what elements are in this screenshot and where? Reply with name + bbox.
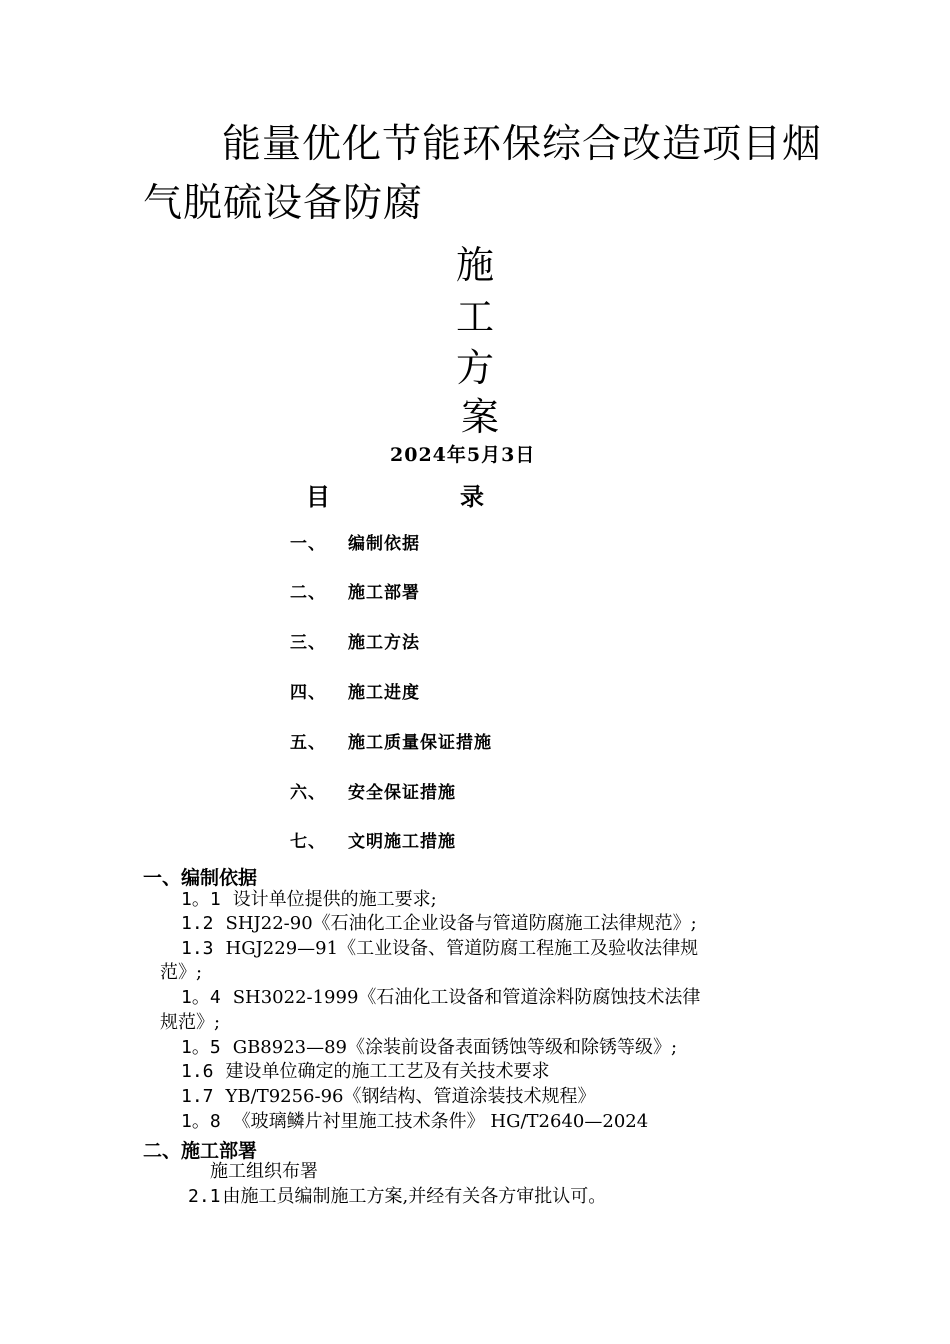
toc-item-label: 施工质量保证措施 (348, 733, 492, 753)
toc-item[interactable] (290, 529, 420, 554)
item-number: 1。1 (181, 889, 221, 910)
item-text: HGJ229—91《工业设备、管道防腐工程施工及验收法律规 (225, 938, 699, 959)
list-item (181, 938, 698, 960)
toc-item[interactable] (290, 678, 420, 703)
toc-item-label: 安全保证措施 (348, 783, 456, 803)
title-char-1: 施 (456, 243, 495, 287)
list-item (181, 913, 697, 935)
item-number: 1。4 (181, 987, 221, 1008)
item-text: GB8923—89《涂装前设备表面锈蚀等级和除锈等级》; (232, 1037, 678, 1058)
item-text: 建设单位确定的施工工艺及有关技术要求 (225, 1061, 550, 1082)
item-number: 1.3 (181, 938, 214, 959)
list-item (181, 1111, 648, 1133)
toc-item[interactable] (290, 578, 420, 603)
toc-item[interactable] (290, 827, 456, 852)
item-continuation: 规范》; (160, 1012, 221, 1033)
title-char-4: 案 (461, 395, 500, 439)
toc-item-label: 文明施工措施 (348, 832, 456, 852)
item-text: SH3022-1999《石油化工设备和管道涂料防腐蚀技术法律 (232, 987, 701, 1008)
toc-heading-right: 录 (460, 483, 484, 511)
item-number: 2.1 (188, 1186, 221, 1207)
item-text: 由施工员编制施工方案,并经有关各方审批认可。 (222, 1186, 607, 1207)
title-char-2: 工 (456, 295, 495, 339)
item-text: 设计单位提供的施工要求; (232, 889, 437, 910)
toc-item-number: 五、 (290, 733, 326, 753)
list-item (181, 1061, 550, 1083)
section-heading: 二、施工部署 (143, 1140, 258, 1162)
section-heading: 一、编制依据 (143, 867, 258, 889)
toc-item-number: 七、 (290, 832, 326, 852)
list-item (181, 1086, 596, 1108)
title-char-3: 方 (456, 346, 495, 390)
item-number: 1。8 (181, 1111, 221, 1132)
document-title-line-1: 能量优化节能环保综合改造项目烟 (222, 122, 823, 167)
toc-item-number: 二、 (290, 583, 326, 603)
list-item (181, 987, 700, 1009)
item-text: YB/T9256-96《钢结构、管道涂装技术规程》 (225, 1086, 596, 1107)
toc-item-label: 编制依据 (348, 534, 420, 554)
toc-item[interactable] (290, 628, 420, 653)
toc-item-number: 三、 (290, 633, 326, 653)
toc-item-label: 施工进度 (348, 683, 420, 703)
item-number: 1.7 (181, 1086, 214, 1107)
toc-item-number: 六、 (290, 783, 326, 803)
list-item (188, 1186, 606, 1208)
toc-item[interactable] (290, 778, 456, 803)
toc-item-number: 一、 (290, 534, 326, 554)
toc-item[interactable] (290, 728, 492, 753)
toc-item-number: 四、 (290, 683, 326, 703)
item-text: SHJ22-90《石油化工企业设备与管道防腐施工法律规范》; (225, 913, 697, 934)
toc-heading-left: 目 (306, 483, 330, 511)
list-item (181, 1037, 677, 1059)
item-number: 1.2 (181, 913, 214, 934)
document-title-line-2: 气脱硫设备防腐 (143, 181, 424, 226)
item-number: 1.6 (181, 1061, 214, 1082)
toc-item-label: 施工方法 (348, 633, 420, 653)
toc-item-label: 施工部署 (348, 583, 420, 603)
section-subtitle: 施工组织布署 (210, 1161, 318, 1182)
item-text: 《玻璃鳞片衬里施工技术条件》 HG/T2640—2024 (232, 1111, 649, 1132)
item-continuation: 范》; (160, 962, 203, 983)
document-date: 2024年5月3日 (390, 444, 536, 466)
list-item (181, 889, 437, 911)
item-number: 1。5 (181, 1037, 221, 1058)
